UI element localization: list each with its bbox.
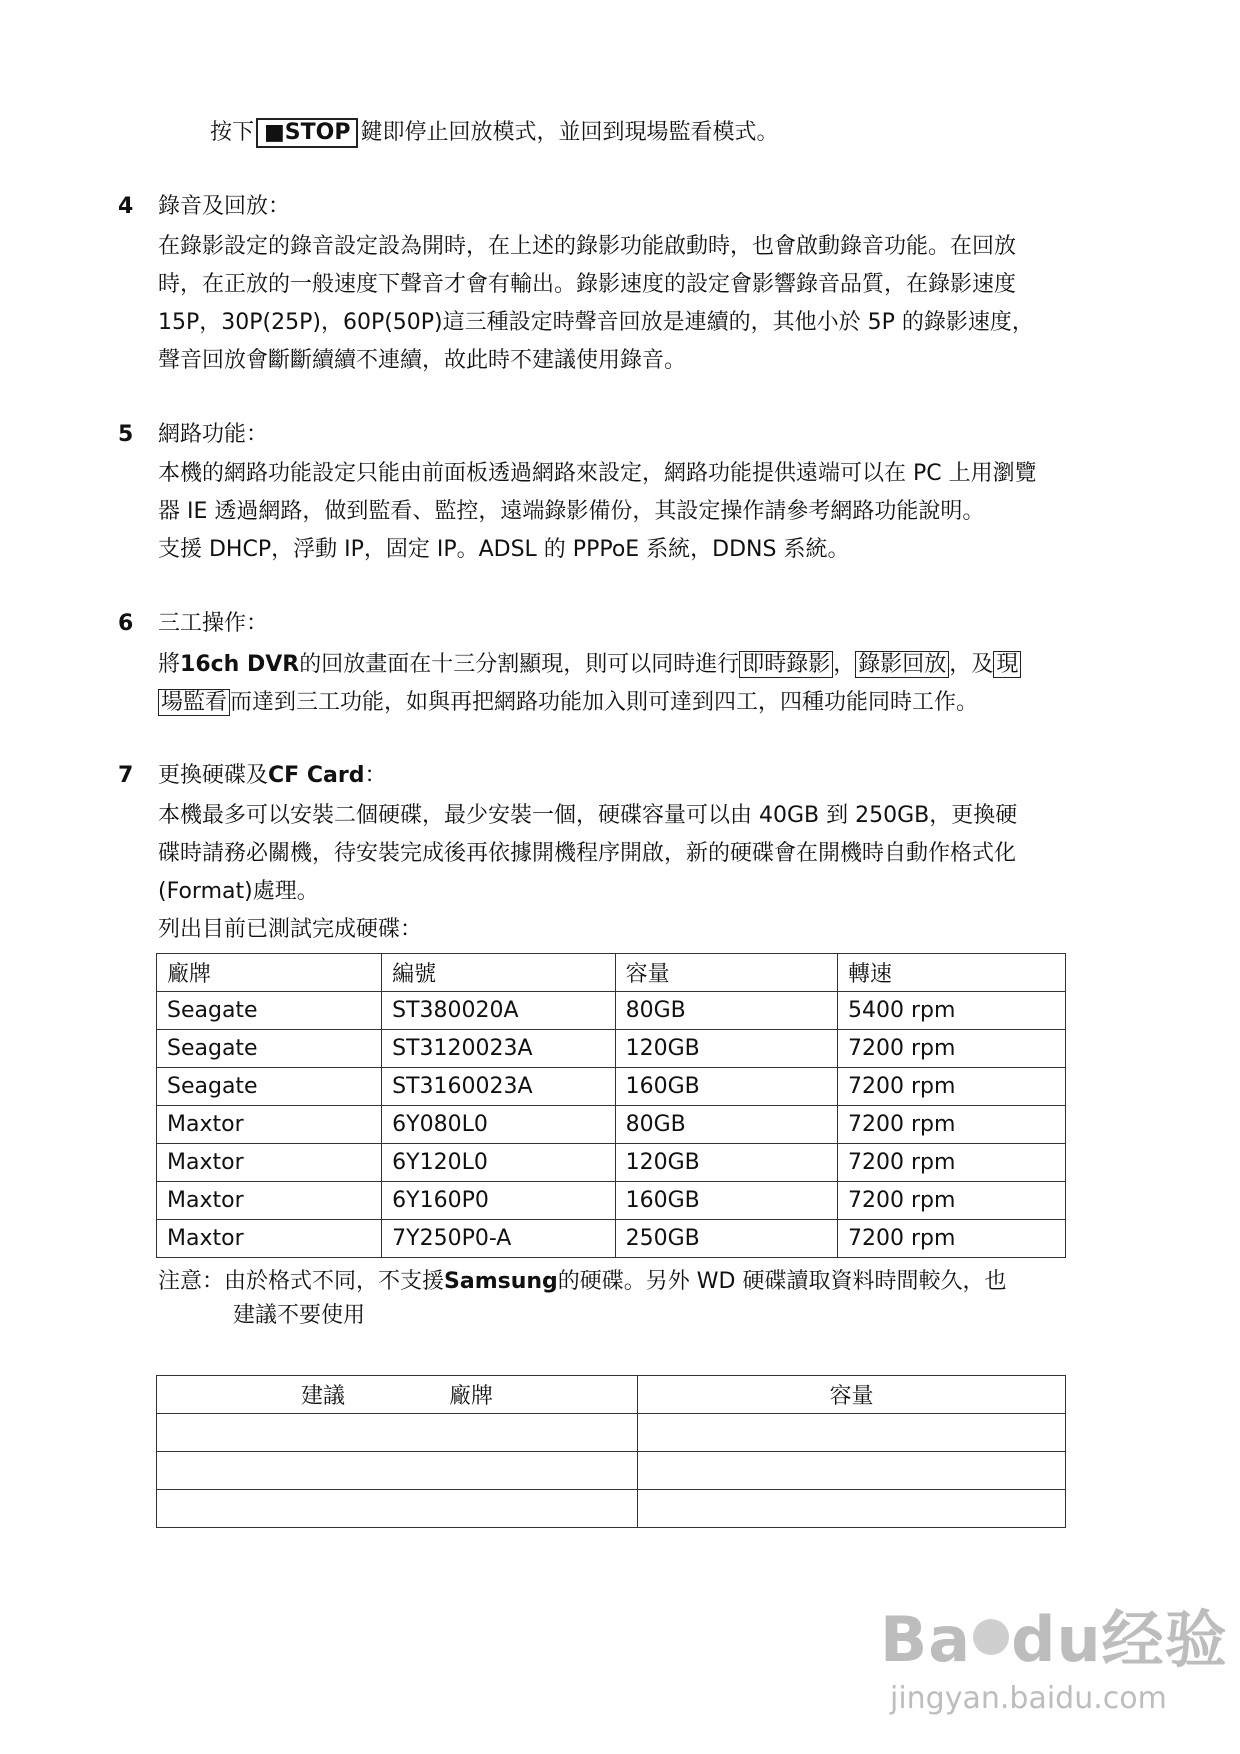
section-6-body: 將16ch DVR的回放畫面在十三分割顯現，則可以同時進行 即時錄影 ， 錄影回放 ，及 現 場監看 而達到三工功能，如與再把網路功能加入則可達到四工，四種功能同時工作。 xyxy=(158,646,1123,722)
realtime-record-label: 即時錄影 xyxy=(739,651,833,678)
table-row: Maxtor 6Y160P0 160GB 7200 rpm xyxy=(157,1182,1066,1220)
recommended-hdd-table xyxy=(156,1375,1066,1528)
stop-key-label: ■STOP xyxy=(256,118,358,148)
section-5-title: 網路功能： xyxy=(158,422,269,447)
tested-hdd-table xyxy=(156,953,1066,1258)
section-4-title: 錄音及回放： xyxy=(158,194,291,219)
section-7-number: 7 xyxy=(118,763,134,788)
live-view-label-end: 場監看 xyxy=(158,689,230,716)
table-row: Seagate ST3160023A 160GB 7200 rpm xyxy=(157,1068,1066,1106)
table-row xyxy=(157,1414,1066,1452)
paw-icon xyxy=(973,1619,1009,1655)
table-header-row: 廠牌 編號 容量 轉速 xyxy=(157,954,1066,992)
stop-instruction: 按下 ■STOP 鍵即停止回放模式，並回到現場監看模式。 xyxy=(210,118,779,148)
section-4-number: 4 xyxy=(118,194,134,219)
table-row xyxy=(157,1490,1066,1528)
table-row: Maxtor 7Y250P0-A 250GB 7200 rpm xyxy=(157,1220,1066,1258)
playback-label: 錄影回放 xyxy=(855,651,949,678)
section-7-title: 更換硬碟及CF Card： xyxy=(158,763,387,788)
section-6-number: 6 xyxy=(118,611,134,636)
section-6-title: 三工操作： xyxy=(158,611,269,636)
table-row: Seagate ST3120023A 120GB 7200 rpm xyxy=(157,1030,1066,1068)
table-row: Seagate ST380020A 80GB 5400 rpm xyxy=(157,992,1066,1030)
baidu-jingyan-watermark: Ba du经验 jingyan.baidu.com xyxy=(880,1603,1228,1716)
live-view-label-start: 現 xyxy=(993,651,1021,678)
table-row xyxy=(157,1452,1066,1490)
tested-drives-caption: 列出目前已測試完成硬碟： xyxy=(158,917,423,942)
table-header-row: 建議 廠牌 容量 xyxy=(157,1376,1066,1414)
table-row: Maxtor 6Y080L0 80GB 7200 rpm xyxy=(157,1106,1066,1144)
section-7-body: 本機最多可以安裝二個硬碟，最少安裝一個，硬碟容量可以由 40GB 到 250GB，更換硬 碟時請務必關機，待安裝完成後再依據開機程序開啟，新的硬碟會在開機時自動作格式化 (Format)處理。 列出目前已測試完成硬碟： xyxy=(158,797,1123,949)
section-5-number: 5 xyxy=(118,422,134,447)
compatibility-note: 注意：由於格式不同，不支援Samsung的硬碟。另外 WD 硬碟讀取資料時間較久，也 建議不要使用 xyxy=(158,1269,1007,1328)
section-4-body: 在錄影設定的錄音設定設為開時，在上述的錄影功能啟動時，也會啟動錄音功能。在回放 時，在正放的一般速度下聲音才會有輸出。錄影速度的設定會影響錄音品質，在錄影速度 15P，30P(25P)，60P(50P)這三種設定時聲音回放是連續的，其他小於 5P 的錄影速度， 聲音回放會斷斷續續不連續，故此時不建議使用錄音。 xyxy=(158,234,1034,373)
table-row: Maxtor 6Y120L0 120GB 7200 rpm xyxy=(157,1144,1066,1182)
section-5-body: 本機的網路功能設定只能由前面板透過網路來設定，網路功能提供遠端可以在 PC 上用瀏覽 器 IE 透過網路，做到監看、監控，遠端錄影備份，其設定操作請參考網路功能說明。 支援 DHCP，浮動 IP，固定 IP。ADSL 的 PPPoE 系統，DDNS 系統。 xyxy=(158,461,1037,562)
